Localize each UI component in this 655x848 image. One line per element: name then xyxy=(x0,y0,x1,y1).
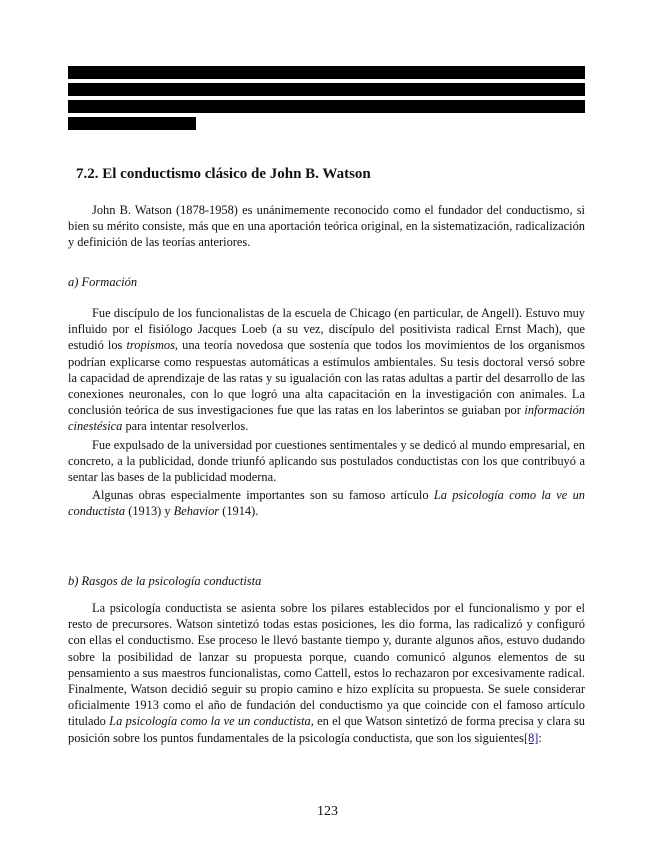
footnote-link[interactable]: [8] xyxy=(523,730,539,745)
text-run: , una teoría novedosa que sostenía que todos los movimientos de los organismos podrían explicarse como respuestas automáticas a estímulos ambientales. Su tesis doctoral versó sobre la capacidad de aprendizaje de las ratas y su igualación con las ratas adultas a partir del desarrollo de las conexiones neuronales, con lo que logró una alta capacitación en la investigación con animales. La conclusión teórica de sus investigaciones fue que las ratas en los laberintos se guiaban por xyxy=(68,338,585,418)
redaction-bar xyxy=(68,117,196,130)
rasgos-paragraph-1 xyxy=(68,600,585,746)
text-run: , en el que Watson sintetizó de forma precisa y clara su posición sobre los puntos fundamentales de la psicología conductista, que son los siguientes xyxy=(68,714,585,745)
intro-paragraph xyxy=(68,202,585,251)
intro-text: John B. Watson (1878-1958) es unánimemente reconocido como el fundador del conductismo, si bien su mérito consiste, más que en una aportación teórica original, en la sistematización, radicalización y definición de las teorías anteriores. xyxy=(68,203,585,250)
text-run: (1914). xyxy=(219,504,259,519)
text-run: Fue discípulo de los funcionalistas de la escuela de Chicago (en particular, de Angell). Estuvo muy influido por el fisiólogo Jacques Loeb (a su vez, discípulo del positivista radical Ernst Mach), que estudió los xyxy=(68,306,585,353)
redaction-bar xyxy=(68,83,585,96)
redaction-bar xyxy=(68,100,585,113)
text-run: : xyxy=(538,730,542,745)
formacion-paragraph-2: Fue expulsado de la universidad por cuestiones sentimentales y se dedicó al mundo empresarial, en concreto, a la publicidad, donde triunfó aplicando sus postulados conductistas con los que contribuyó a sentar las bases de la publicidad moderna. xyxy=(68,437,585,485)
redaction-bar xyxy=(68,66,585,79)
emphasis-article-title: La psicología como la ve un conductista xyxy=(109,714,311,729)
text-run: Algunas obras especialmente importantes son su famoso artículo xyxy=(92,488,434,503)
text-run: para intentar resolverlos. xyxy=(122,419,249,434)
emphasis-informacion-cinestesica: información cinestésica xyxy=(68,403,585,434)
formacion-paragraph-3 xyxy=(68,487,585,519)
page-number: 123 xyxy=(317,804,338,819)
section-heading: 7.2. El conductismo clásico de John B. Watson xyxy=(76,166,371,182)
formacion-body xyxy=(68,305,585,520)
emphasis-article-title: La psicología como la ve un conductista xyxy=(68,488,585,519)
emphasis-tropismos: tropismos xyxy=(126,338,175,353)
text-run: (1913) y xyxy=(125,504,174,519)
emphasis-book-title: Behavior xyxy=(173,504,220,519)
subsection-title-rasgos: b) Rasgos de la psicología conductista xyxy=(68,574,262,588)
subsection-title-formacion: a) Formación xyxy=(68,275,138,289)
rasgos-body xyxy=(68,600,585,746)
formacion-paragraph-1 xyxy=(68,305,585,435)
text-run: La psicología conductista se asienta sobre los pilares establecidos por el funcionalismo y por el resto de precursores. Watson sintetizó todas estas posiciones, les dio forma, las radicalizó y configuró con ellas el conductismo. Ese proceso le llevó bastante tiempo y, durante algunos años, estuvo dudando sobre la posibilidad de lanzar su propuesta porque, cuando comunicó algunos elementos de su pensamiento a sus maestros funcionalistas, como Cattell, estos lo rechazaron por excesivamente radical. Finalmente, Watson decidió seguir su propio camino e hizo explícita su propuesta. Se suele considerar oficialmente 1913 como el año de fundación del conductismo ya que coincide con el famoso artículo titulado xyxy=(68,601,585,729)
